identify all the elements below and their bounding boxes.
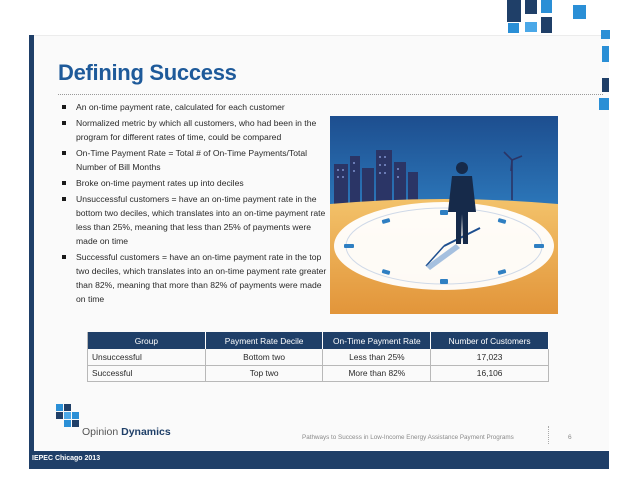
logo-word-opinion: Opinion [82, 426, 119, 438]
table-header-cell: Payment Rate Decile [205, 332, 323, 349]
footer-caption: Pathways to Success in Low-Income Energy Assistance Payment Programs [302, 434, 514, 441]
bullet-list [62, 100, 332, 308]
opinion-dynamics-logo-icon [56, 404, 80, 428]
success-table [87, 332, 549, 382]
footer-event-label: IEPEC Chicago 2013 [32, 455, 101, 462]
clock-man-illustration [330, 116, 558, 314]
table-header-cell: Number of Customers [431, 332, 549, 349]
table-cell: Less than 25% [323, 349, 431, 365]
table-cell: Bottom two [205, 349, 323, 365]
table-header-row [88, 332, 549, 349]
title-divider [58, 94, 603, 95]
footer-bar [29, 451, 609, 469]
bullet-item: Unsuccessful customers = have an on-time payment rate in the bottom two deciles, which translates into an on-time payment rate less than 25%, meaning that less than 25% of payments were made on time [62, 192, 332, 248]
table-cell: More than 82% [323, 365, 431, 381]
bullet-item: Broke on-time payment rates up into deciles [62, 176, 332, 190]
bullet-item: Successful customers = have an on-time payment rate in the top two deciles, which translates into an on-time payment rate greater than 82%, meaning that more than 82% of payments were made on time [62, 250, 332, 306]
left-accent-bar [29, 35, 34, 460]
logo-word-dynamics: Dynamics [121, 426, 171, 438]
bullet-item: On-Time Payment Rate = Total # of On-Time Payments/Total Number of Bill Months [62, 146, 332, 174]
table-cell: 17,023 [431, 349, 549, 365]
table-cell: Successful [88, 365, 206, 381]
table-header-cell: Group [88, 332, 206, 349]
table-cell: Top two [205, 365, 323, 381]
table-row [88, 365, 549, 381]
page-number: 6 [568, 434, 572, 441]
footer-divider [548, 426, 549, 444]
table-cell: 16,106 [431, 365, 549, 381]
bullet-item: An on-time payment rate, calculated for each customer [62, 100, 332, 114]
slide-title: Defining Success [58, 60, 237, 85]
table-cell: Unsuccessful [88, 349, 206, 365]
bullet-item: Normalized metric by which all customers, who had been in the program for different rates of time, could be compared [62, 116, 332, 144]
table-row [88, 349, 549, 365]
table-header-cell: On-Time Payment Rate [323, 332, 431, 349]
logo-wordmark [82, 426, 171, 438]
